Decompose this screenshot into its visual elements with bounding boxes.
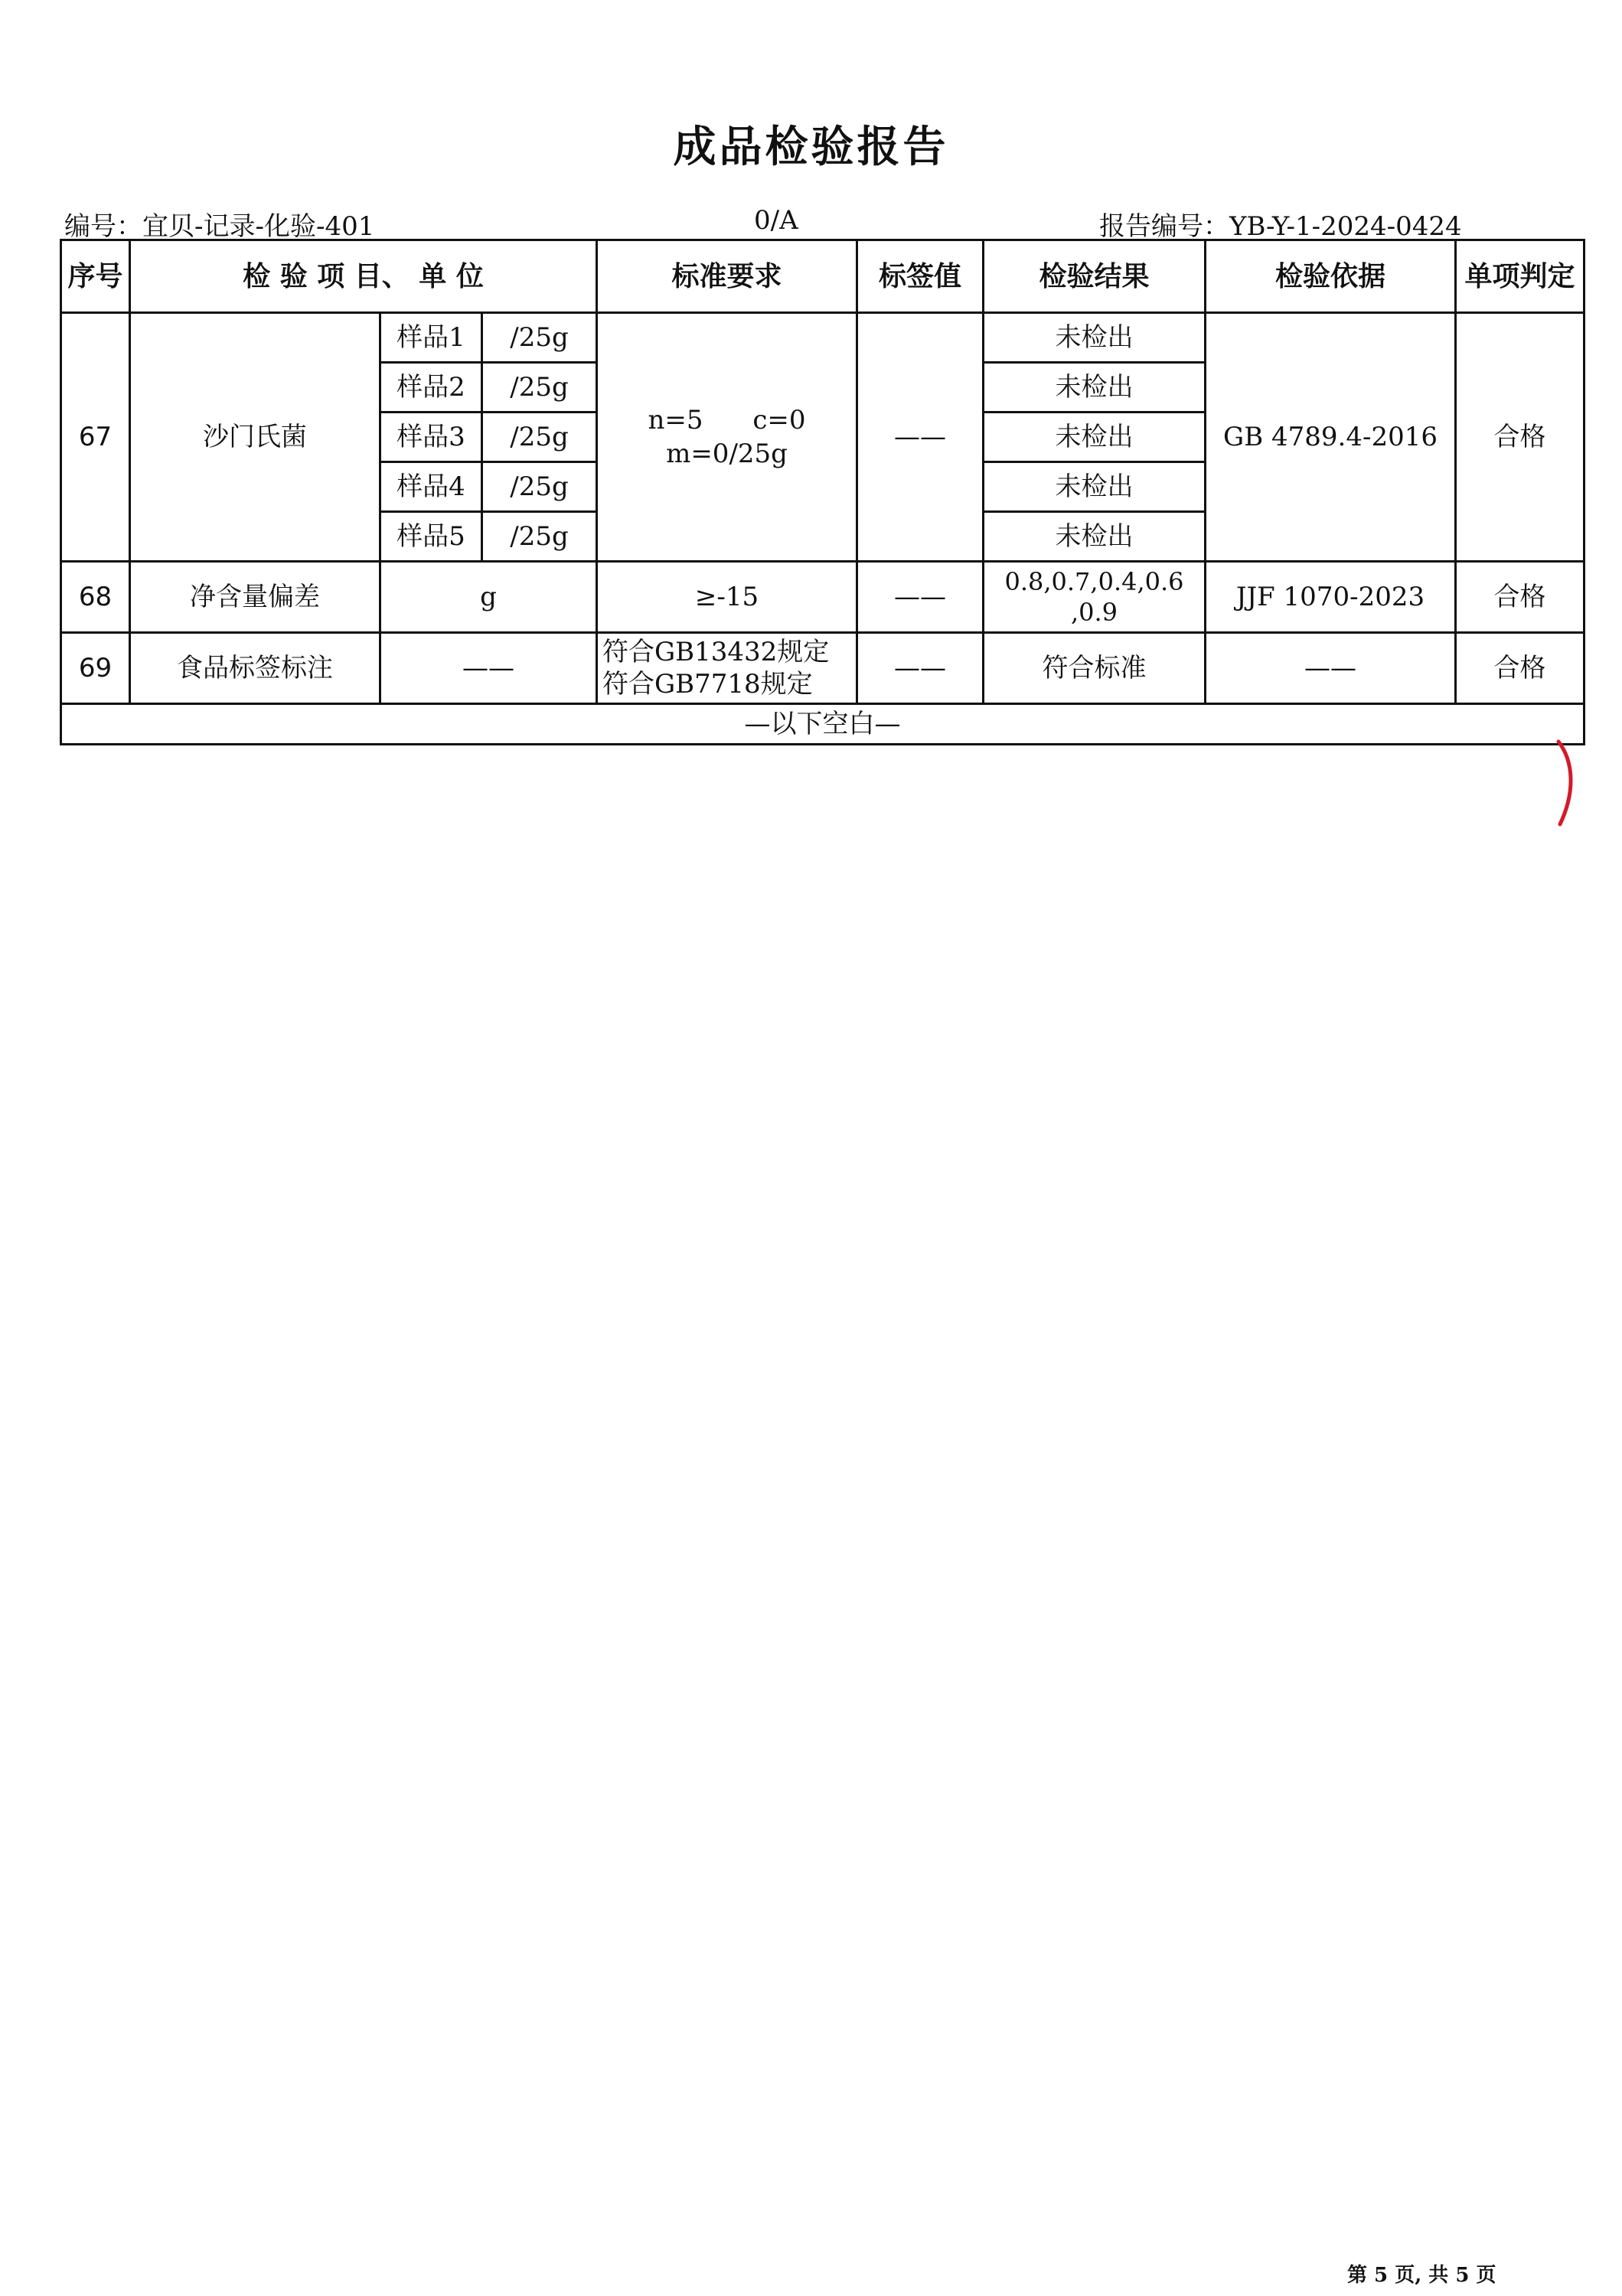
table-row — [61, 313, 1584, 363]
row69-unit: —— — [380, 633, 597, 704]
sample-unit: /25g — [482, 512, 597, 562]
row68-result-line1: 0.8,0.7,0.4,0.6 — [1004, 567, 1184, 596]
table-header-row — [61, 240, 1584, 313]
row69-label-value: —— — [857, 633, 984, 704]
row69-standard-line1: 符合GB13432规定 — [602, 636, 830, 667]
row68-label-value: —— — [857, 562, 984, 633]
blank-note: —以下空白— — [61, 704, 1584, 745]
row68-judgment: 合格 — [1456, 562, 1584, 633]
sample-name: 样品5 — [380, 512, 482, 562]
row68-basis: JJF 1070-2023 — [1206, 562, 1456, 633]
page-footer: 第 5 页, 共 5 页 — [1347, 2264, 1496, 2287]
sample-name: 样品3 — [380, 413, 482, 462]
sample-unit: /25g — [482, 462, 597, 512]
row69-standard-line2: 符合GB7718规定 — [602, 669, 813, 700]
sample-result: 未检出 — [984, 313, 1206, 363]
row69-item: 食品标签标注 — [130, 633, 380, 704]
header-result: 检验结果 — [984, 240, 1206, 313]
row69-standard — [597, 633, 857, 704]
row68-unit: g — [380, 562, 597, 633]
version-number: 0/A — [754, 205, 798, 236]
sample-result: 未检出 — [984, 462, 1206, 512]
header-label-value: 标签值 — [857, 240, 984, 313]
row68-item: 净含量偏差 — [130, 562, 380, 633]
row67-standard — [597, 313, 857, 562]
row69-seq: 69 — [61, 633, 130, 704]
sample-unit: /25g — [482, 413, 597, 462]
row68-standard: ≥-15 — [597, 562, 857, 633]
row69-basis: —— — [1206, 633, 1456, 704]
row67-standard-line2: m=0/25g — [666, 439, 788, 469]
sample-result: 未检出 — [984, 363, 1206, 413]
header-basis: 检验依据 — [1206, 240, 1456, 313]
table-row — [61, 633, 1584, 704]
row68-result-line2: ,0.9 — [1070, 598, 1118, 627]
sample-result: 未检出 — [984, 512, 1206, 562]
inspection-table — [60, 239, 1585, 745]
header-item: 检 验 项 目、 单 位 — [130, 240, 597, 313]
table-row — [61, 562, 1584, 633]
report-title: 成品检验报告 — [673, 122, 949, 172]
record-number: 编号：宜贝-记录-化验-401 — [64, 211, 375, 242]
row67-item: 沙门氏菌 — [130, 313, 380, 562]
sample-name: 样品2 — [380, 363, 482, 413]
sample-unit: /25g — [482, 363, 597, 413]
row67-seq: 67 — [61, 313, 130, 562]
header-judgment: 单项判定 — [1456, 240, 1584, 313]
sample-result: 未检出 — [984, 413, 1206, 462]
row68-seq: 68 — [61, 562, 130, 633]
sample-name: 样品4 — [380, 462, 482, 512]
row67-standard-line1: n=5 c=0 — [648, 404, 806, 435]
row68-result — [984, 562, 1206, 633]
sample-unit: /25g — [482, 313, 597, 363]
header-standard: 标准要求 — [597, 240, 857, 313]
row69-result: 符合标准 — [984, 633, 1206, 704]
row67-judgment: 合格 — [1456, 313, 1584, 562]
row69-judgment: 合格 — [1456, 633, 1584, 704]
header-seq: 序号 — [61, 240, 130, 313]
report-number: 报告编号：YB-Y-1-2024-0424 — [1099, 211, 1462, 242]
table-row — [61, 704, 1584, 745]
row67-label-value: —— — [857, 313, 984, 562]
sample-name: 样品1 — [380, 313, 482, 363]
red-pen-mark — [1552, 739, 1583, 830]
row67-basis: GB 4789.4-2016 — [1206, 313, 1456, 562]
